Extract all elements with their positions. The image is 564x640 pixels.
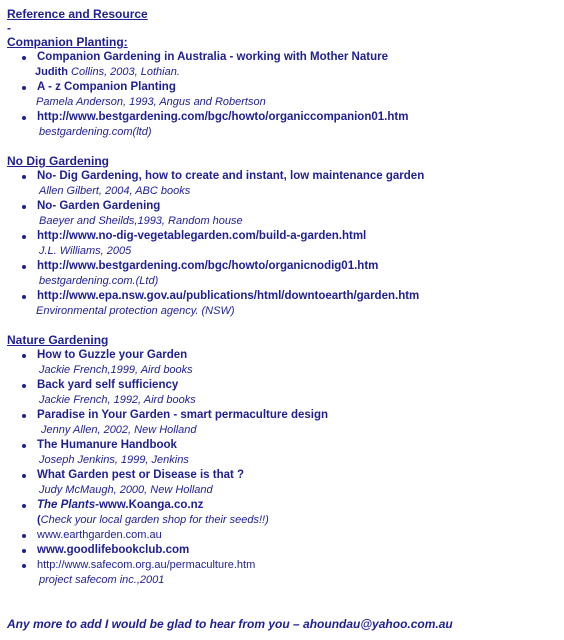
reference-title: Companion Gardening in Australia - working with Mother Nature bbox=[37, 51, 388, 63]
reference-link[interactable]: http://www.bestgardening.com/bgc/howto/organicnodig01.htm bbox=[37, 260, 379, 272]
title-dash: - bbox=[7, 21, 11, 35]
reference-link[interactable]: http://www.safecom.org.au/permaculture.htm bbox=[37, 559, 256, 571]
reference-title: The Humanure Handbook bbox=[37, 439, 177, 451]
list-item bbox=[7, 80, 564, 110]
reference-source: project safecom inc.,2001 bbox=[39, 574, 165, 586]
reference-source: Joseph Jenkins, 1999, Jenkins bbox=[39, 454, 189, 466]
reference-link[interactable]: -www.Koanga.co.nz bbox=[95, 499, 204, 511]
nodig-list bbox=[7, 169, 564, 319]
reference-source: Allen Gilbert, 2004, ABC books bbox=[39, 185, 191, 197]
bullet-icon bbox=[22, 265, 26, 269]
list-item bbox=[7, 110, 564, 140]
document-title: Reference and Resource bbox=[7, 7, 148, 21]
bullet-icon bbox=[22, 474, 26, 478]
reference-source: Baeyer and Sheilds,1993, Random house bbox=[39, 215, 243, 227]
reference-link[interactable]: www.goodlifebookclub.com bbox=[37, 544, 190, 556]
reference-source: Jackie French,1999, Aird books bbox=[39, 364, 193, 376]
reference-author-rest: Collins, 2003, Lothian. bbox=[68, 66, 180, 78]
bullet-icon bbox=[22, 235, 26, 239]
bullet-icon bbox=[22, 564, 26, 568]
reference-title bbox=[37, 498, 564, 513]
list-item bbox=[7, 408, 564, 438]
reference-source: bestgardening.com.(Ltd) bbox=[39, 275, 159, 287]
list-item bbox=[7, 50, 564, 80]
bullet-icon bbox=[22, 56, 26, 60]
reference-note: Check your local garden shop for their seeds!!) bbox=[40, 514, 269, 526]
reference-title-italic: The Plants bbox=[37, 499, 96, 511]
reference-title: What Garden pest or Disease is that ? bbox=[37, 469, 245, 481]
reference-link[interactable]: http://www.epa.nsw.gov.au/publications/html/downtoearth/garden.htm bbox=[37, 290, 420, 302]
list-item bbox=[7, 498, 564, 528]
reference-title: No- Dig Gardening, how to create and instant, low maintenance garden bbox=[37, 170, 425, 182]
reference-source: bestgardening.com(ltd) bbox=[39, 126, 152, 138]
section-heading-nature: Nature Gardening bbox=[7, 333, 109, 347]
list-item bbox=[7, 468, 564, 498]
reference-source bbox=[35, 65, 564, 80]
bullet-icon bbox=[22, 504, 26, 508]
bullet-icon bbox=[22, 384, 26, 388]
section-heading-nodig: No Dig Gardening bbox=[7, 154, 109, 168]
section-heading-companion: Companion Planting: bbox=[7, 35, 128, 49]
reference-title: Paradise in Your Garden - smart permaculture design bbox=[37, 409, 328, 421]
reference-source: Judy McMaugh, 2000, New Holland bbox=[39, 484, 213, 496]
bullet-icon bbox=[22, 549, 26, 553]
list-item bbox=[7, 558, 564, 588]
list-item bbox=[7, 259, 564, 289]
reference-link[interactable]: www.earthgarden.com.au bbox=[37, 529, 162, 541]
bullet-icon bbox=[22, 414, 26, 418]
nature-list bbox=[7, 348, 564, 588]
companion-list bbox=[7, 50, 564, 140]
list-item bbox=[7, 199, 564, 229]
reference-title: A - z Companion Planting bbox=[37, 81, 176, 93]
bullet-icon bbox=[22, 534, 26, 538]
list-item bbox=[7, 348, 564, 378]
reference-title: No- Garden Gardening bbox=[37, 200, 161, 212]
paren-open: ( bbox=[37, 514, 41, 526]
bullet-icon bbox=[22, 444, 26, 448]
list-item bbox=[7, 169, 564, 199]
list-item bbox=[7, 438, 564, 468]
reference-link[interactable]: http://www.no-dig-vegetablegarden.com/build-a-garden.html bbox=[37, 230, 367, 242]
list-item bbox=[7, 289, 564, 319]
list-item bbox=[7, 543, 564, 558]
reference-source: Jackie French, 1992, Aird books bbox=[39, 394, 196, 406]
reference-link[interactable]: http://www.bestgardening.com/bgc/howto/organiccompanion01.htm bbox=[37, 111, 409, 123]
reference-title: Back yard self sufficiency bbox=[37, 379, 179, 391]
bullet-icon bbox=[22, 295, 26, 299]
bullet-icon bbox=[22, 86, 26, 90]
reference-source: Jenny Allen, 2002, New Holland bbox=[41, 424, 197, 436]
reference-author-first: Judith bbox=[35, 66, 68, 78]
reference-title: How to Guzzle your Garden bbox=[37, 349, 188, 361]
list-item bbox=[7, 229, 564, 259]
list-item bbox=[7, 528, 564, 543]
list-item bbox=[7, 378, 564, 408]
bullet-icon bbox=[22, 175, 26, 179]
footer-contact-note: Any more to add I would be glad to hear from you – ahoundau@yahoo.com.au bbox=[7, 617, 453, 631]
reference-source: Environmental protection agency. (NSW) bbox=[36, 305, 235, 317]
reference-source: J.L. Williams, 2005 bbox=[39, 245, 132, 257]
reference-source: Pamela Anderson, 1993, Angus and Robertson bbox=[36, 96, 266, 108]
bullet-icon bbox=[22, 205, 26, 209]
reference-source bbox=[37, 513, 564, 528]
bullet-icon bbox=[22, 116, 26, 120]
bullet-icon bbox=[22, 354, 26, 358]
